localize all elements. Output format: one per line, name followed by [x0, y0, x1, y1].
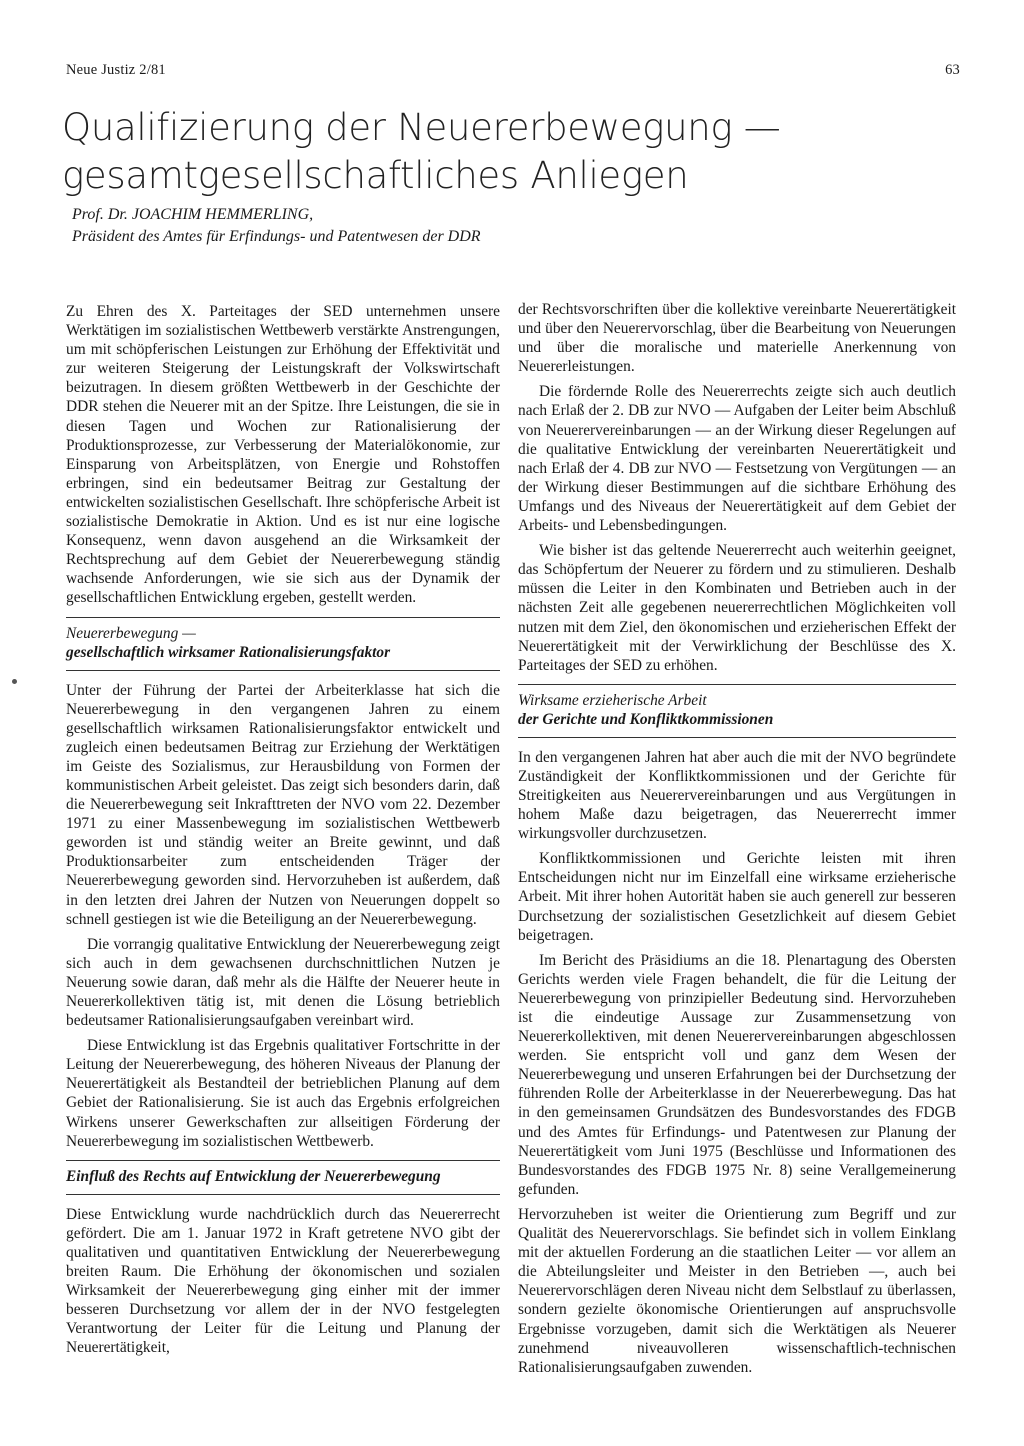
section-heading-rationalisierung — [66, 617, 500, 671]
body-paragraph: In den vergangenen Jahren hat aber auch die mit der NVO begründete Zuständigkeit der Konfliktkommissionen und der Gerichte für Streitigkeiten aus Neuerervereinbarungen und aus Vergütungen in hohem Maße dazu beigetragen, das Neuererrecht immer wirkungsvoller durchzusetzen. — [518, 748, 956, 843]
author-block — [72, 204, 772, 248]
section-heading-line: Einfluß des Rechts auf Entwicklung der Neuererbewegung — [66, 1167, 441, 1185]
section-heading-einfluss — [66, 1160, 500, 1195]
body-paragraph: Diese Entwicklung wurde nachdrücklich durch das Neuererrecht gefördert. Die am 1. Januar 1972 in Kraft getretene NVO gibt der qualitativen und quantitativen Entwicklung der Neuererbewegung breiten Raum. Die Erhöhung der ökonomischen und sozialen Wirksamkeit der Neuererbewegung ging einher mit der immer besseren Durchsetzung vor allem der in der NVO festgelegten Verantwortung der Leiter für die Leitung und Planung der Neuerertätigkeit, — [66, 1205, 500, 1357]
section-heading-erzieherische-arbeit — [518, 684, 956, 738]
right-column — [518, 300, 956, 1383]
title-line-1: Qualifizierung der Neuererbewegung — — [62, 106, 781, 149]
page-number: 63 — [945, 62, 960, 78]
article-title — [62, 104, 962, 200]
body-paragraph: Unter der Führung der Partei der Arbeiterklasse hat sich die Neuererbewegung in den vergangenen Jahren zu einem gesellschaftlich wirksamen Rationalisierungsfaktor entwickelt und zugleich einen bedeutsamen Beitrag zur Erziehung der Werktätigen im Geiste des Sozialismus, zur Herausbildung von Formen der kommunistischen Arbeit geleistet. Das zeigt sich besonders darin, daß die Neuererbewegung seit Inkrafttreten der NVO vom 22. Dezember 1971 zu einer Massenbewegung im sozialistischen Wettbewerb geworden ist und ständig weiter an Breite gewinnt, und daß Produktionsarbeiter zum entscheidenden Träger der Neuererbewegung geworden sind. Hervorzuheben ist außerdem, daß in den letzten drei Jahren der Nutzen von Neuerungen doppelt so schnell gestiegen ist wie die Beteiligung an der Neuererbewegung. — [66, 681, 500, 928]
body-paragraph: der Rechtsvorschriften über die kollektive vereinbarte Neuerertätigkeit und über den Neuerervorschlag, über die Bearbeitung von Neuerungen und über die moralische und materielle Anerkennung von Neuererleistungen. — [518, 301, 956, 376]
section-heading-line: Wirksame erzieherische Arbeit — [518, 691, 707, 709]
section-heading-line: Neuererbewegung — — [66, 624, 196, 642]
body-paragraph: Wie bisher ist das geltende Neuererrecht auch weiterhin geeignet, das Schöpfertum der Neuerer zu fördern und zu stimulieren. Deshalb müssen die Leiter in den Kombinaten und Betrieben auch in der nächsten Zeit alle gegebenen neuererrechtlichen Möglichkeiten voll nutzen mit dem Ziel, den ökonomischen und erzieherischen Effekt der Neuerertätigkeit mit der Verwirklichung der Beschlüsse des X. Parteitages der SED zu erhöhen. — [518, 542, 956, 674]
journal-issue: Neue Justiz 2/81 — [66, 62, 166, 78]
body-paragraph: Diese Entwicklung ist das Ergebnis qualitativer Fortschritte in der Leitung der Neuererbewegung, des höheren Niveaus der Planung der Neuerertätigkeit als Bestandteil der betrieblichen Planung auf dem Gebiet der Rationalisierung. Sie ist auch das Ergebnis erfolgreichen Wirkens unserer Gewerkschaften zur allseitigen Förderung der Neuererbewegung im sozialistischen Wettbewerb. — [66, 1037, 500, 1150]
margin-mark — [12, 679, 17, 684]
body-paragraph: Hervorzuheben ist weiter die Orientierung zum Begriff und zur Qualität des Neuerervorschlags. Sie befindet sich in vollem Einklang mit der aktuellen Forderung an die staatlichen Leiter — vor allem an die Abteilungsleiter und Meister in den Betrieben —, auch bei Neuerervorschlägen deren Niveau nicht dem Selbstlauf zu überlassen, sondern gezielte ökonomische Orientierungen auf anspruchsvolle Ergebnisse vorzugeben, damit sich die Werktätigen als Neuerer zunehmend niveauvolleren wissenschaftlich-technischen Rationalisierungsaufgaben zuwenden. — [518, 1205, 956, 1376]
section-heading-line: der Gerichte und Konfliktkommissionen — [518, 710, 774, 728]
intro-paragraph: Zu Ehren des X. Parteitages der SED unternehmen unsere Werktätigen im sozialistischen Wettbewerb verstärkte Anstrengungen, um mit schöpferischen Leistungen zur Erhöhung der Effektivität und zur weiteren Steigerung der Leistungskraft der Volkswirtschaft beizutragen. In diesem größten Wettbewerb in der Geschichte der DDR stehen die Neuerer mit an der Spitze. Ihre Leistungen, die sie in diesen Tagen und Wochen zur Rationalisierung der Produktionsprozesse, zur Verbesserung der Materialökonomie, zur Einsparung von Arbeitsplätzen, von Energie und Rohstoffen erbringen, sind ein bedeutsamer Beitrag zur Gestaltung der entwickelten sozialistischen Gesellschaft. Ihre schöpferische Arbeit ist sozialistische Demokratie in Aktion. Und es ist nur eine logische Konsequenz, wenn davon ausgehend an die Wirksamkeit der Rechtsprechung auf dem Gebiet der Neuererbewegung ständig wachsende Anforderungen, wie sie sich aus der Dynamik der gesellschaftlichen Entwicklung ergeben, gestellt werden. — [66, 303, 500, 607]
section-heading-line: gesellschaftlich wirksamer Rationalisierungsfaktor — [66, 643, 391, 661]
left-column — [66, 302, 500, 1364]
body-paragraph: Im Bericht des Präsidiums an die 18. Plenartagung des Obersten Gerichts werden viele Fragen behandelt, die für die Leitung der Neuererbewegung von prinzipieller Bedeutung sind. Hervorzuheben ist die eindeutige Aussage zur Zusammensetzung von Neuererkollektiven, mit denen Neuerervereinbarungen abgeschlossen werden. Sie entspricht voll und ganz dem Wesen der Neuererbewegung und unseren Erfahrungen bei der Durchsetzung der führenden Rolle der Arbeiterklasse in der Neuererbewegung. Das hat in den gemeinsamen Grundsätzen des Bundesvorstandes des FDGB und des Amtes für Erfindungs- und Patentwesen zur Planung der Neuerertätigkeit vom Juni 1975 (Beschlüsse und Informationen des Bundesvorstandes des FDGB 1975 Nr. 8) seine Verallgemeinerung gefunden. — [518, 951, 956, 1198]
running-head — [66, 62, 960, 79]
author-name: Prof. Dr. JOACHIM HEMMERLING, — [72, 206, 314, 223]
body-paragraph: Konfliktkommissionen und Gerichte leisten mit ihren Entscheidungen nicht nur im Einzelfall eine wirksame erzieherische Arbeit. Mit ihrer hohen Autorität haben sie auch generell zur besseren Durchsetzung der sozialistischen Gesetzlichkeit auf diesem Gebiet beigetragen. — [518, 850, 956, 944]
body-paragraph: Die vorrangig qualitative Entwicklung der Neuererbewegung zeigt sich auch in dem gewachsenen durchschnittlichen Nutzen je Neuerung sowie daran, daß mehr als die Hälfte der Neuerer heute in Neuererkollektiven tätig ist, mit denen die Lösung betrieblich bedeutsamer Rationalisierungsaufgaben vereinbart wird. — [66, 935, 500, 1030]
body-paragraph: Die fördernde Rolle des Neuererrechts zeigte sich auch deutlich nach Erlaß der 2. DB zur NVO — Aufgaben der Leiter beim Abschluß von Neuerervereinbarungen — an der Wirkung dieser Regelungen auf die qualitative Entwicklung der vereinbarten Neuerertätigkeit und nach Erlaß der 4. DB zur NVO — Festsetzung von Vergütungen — an der Wirkung dieser Bestimmungen auf die sichtbare Erhöhung des Umfangs und des Niveaus der Neuerertätigkeit auf dem Gebiet der Arbeits- und Lebensbedingungen. — [518, 383, 956, 535]
author-role: Präsident des Amtes für Erfindungs- und Patentwesen der DDR — [72, 228, 481, 245]
title-line-2: gesamtgesellschaftliches Anliegen — [62, 154, 689, 197]
